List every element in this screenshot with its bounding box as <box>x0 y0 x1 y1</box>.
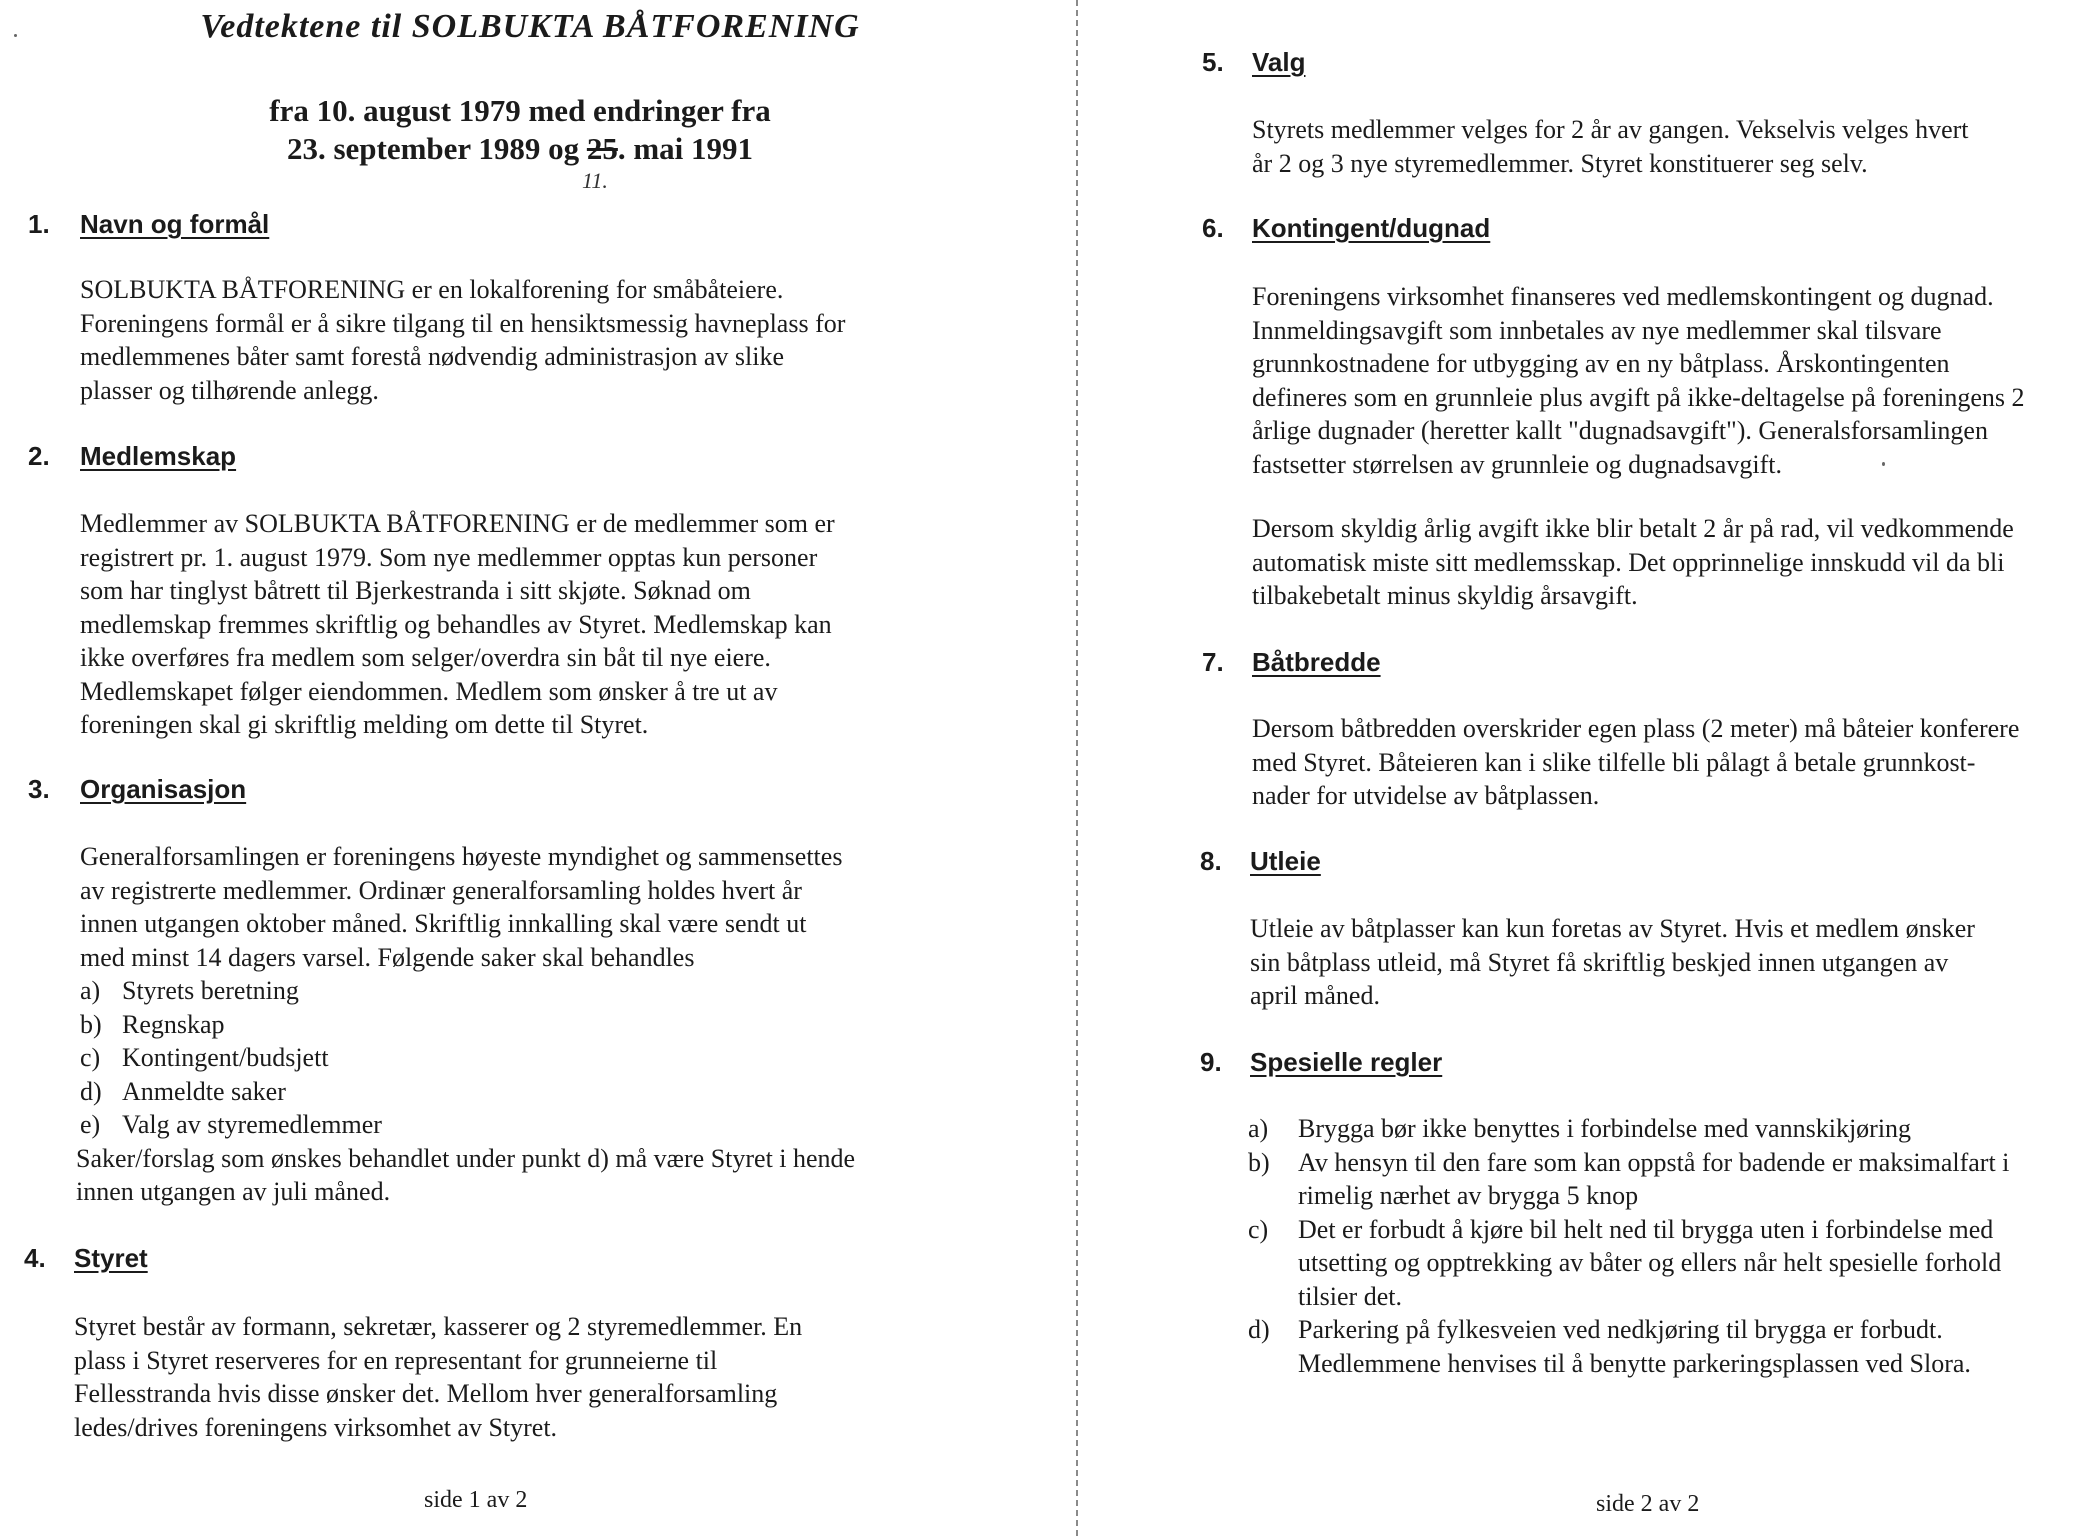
agenda-item <box>80 1041 855 1075</box>
section-body <box>80 507 835 742</box>
item-marker: a) <box>1248 1114 1269 1143</box>
body-line: april måned. <box>1250 981 1380 1010</box>
item-marker: d) <box>1248 1315 1270 1344</box>
section-number: 3. <box>28 774 50 804</box>
item-marker: e) <box>80 1110 101 1139</box>
item-line: Det er forbudt å kjøre bil helt ned til brygga uten i forbindelse med <box>1298 1214 1994 1244</box>
item-marker: b) <box>1248 1147 1270 1177</box>
rule-item <box>1248 1112 2009 1146</box>
agenda-item <box>80 1008 855 1042</box>
section-number: 5. <box>1202 47 1224 77</box>
section-title: Båtbredde <box>1252 647 1381 677</box>
section-number: 9. <box>1200 1047 1222 1077</box>
section-number: 6. <box>1202 213 1224 243</box>
item-text: Kontingent/budsjett <box>122 1043 329 1072</box>
section-body-continued <box>1252 512 2014 613</box>
agenda-item <box>80 1108 855 1142</box>
page-number: side 1 av 2 <box>424 1487 528 1513</box>
body-line: som har tinglyst båtrett til Bjerkestranda i sitt skjøte. Søknad om <box>80 576 751 605</box>
section-title: Utleie <box>1250 846 1321 876</box>
rule-item <box>1248 1313 2009 1380</box>
item-line: rimelig nærhet av brygga 5 knop <box>1298 1181 1639 1210</box>
item-line: Medlemmene henvises til å benytte parkeringsplassen ved Slora. <box>1298 1348 1971 1378</box>
rules-list <box>1248 1112 2009 1380</box>
body-line: sin båtplass utleid, må Styret få skriftlig beskjed innen utgangen av <box>1250 947 1949 977</box>
subtitle-line-1: fra 10. august 1979 med endringer fra <box>269 93 771 128</box>
section-title: Organisasjon <box>80 774 247 804</box>
body-line: Generalforsamlingen er foreningens høyeste myndighet og sammensettes <box>80 842 843 871</box>
section-number: 2. <box>28 441 50 471</box>
body-line: grunnkostnadene for utbygging av en ny båtplass. Årskontingenten <box>1252 349 1950 378</box>
body-line: Foreningens virksomhet finanseres ved medlemskontingent og dugnad. <box>1252 282 1994 311</box>
body-line: ledes/drives foreningens virksomhet av Styret. <box>74 1412 558 1442</box>
section-body <box>74 1310 802 1444</box>
section-title: Navn og formål <box>80 209 270 239</box>
agenda-item <box>80 974 855 1008</box>
subtitle-line-2 <box>150 130 890 168</box>
body-line: Medlemskapet følger eiendommen. Medlem som ønsker å tre ut av <box>80 676 778 706</box>
item-line: Parkering på fylkesveien ved nedkjøring til brygga er forbudt. <box>1298 1315 1943 1344</box>
body-line: av registrerte medlemmer. Ordinær generalforsamling holdes hvert år <box>80 875 802 905</box>
body-line: år 2 og 3 nye styremedlemmer. Styret konstituerer seg selv. <box>1252 148 1868 178</box>
struck-date: 25 <box>586 131 618 166</box>
body-line: Styret består av formann, sekretær, kasserer og 2 styremedlemmer. En <box>74 1312 803 1341</box>
document-title: Vedtektene til SOLBUKTA BÅTFORENING <box>200 8 860 45</box>
section-body <box>80 273 845 407</box>
section-body <box>1252 113 1969 180</box>
body-line: Saker/forslag som ønskes behandlet under punkt d) må være Styret i hende <box>76 1143 856 1173</box>
body-line: Fellesstranda hvis disse ønsker det. Mellom hver generalforsamling <box>74 1379 778 1408</box>
section-body <box>1252 712 2019 813</box>
item-line: tilsier det. <box>1298 1281 1402 1311</box>
body-line: Medlemmer av SOLBUKTA BÅTFORENING er de medlemmer som er <box>80 509 835 538</box>
section-title: Spesielle regler <box>1250 1047 1443 1077</box>
body-line: Dersom skyldig årlig avgift ikke blir betalt 2 år på rad, vil vedkommende <box>1252 514 2014 543</box>
body-line: Foreningens formål er å sikre tilgang til en hensiktsmessig havneplass for <box>80 308 846 338</box>
body-line: innen utgangen av juli måned. <box>76 1177 391 1206</box>
body-line: medlemmenes båter samt forestå nødvendig administrasjon av slike <box>80 342 784 371</box>
body-line: årlige dugnader (heretter kallt "dugnadsavgift"). Generalsforsamlingen <box>1252 416 1988 445</box>
body-line: Dersom båtbredden overskrider egen plass (2 meter) må båteier konferere <box>1252 714 2020 743</box>
subtitle-prefix: 23. september 1989 og <box>286 131 587 166</box>
section-body <box>1250 912 1975 1013</box>
agenda-item <box>80 1075 855 1109</box>
section-title: Kontingent/dugnad <box>1252 213 1491 243</box>
body-line: innen utgangen oktober måned. Skriftlig innkalling skal være sendt ut <box>80 909 807 938</box>
body-line: ikke overføres fra medlem som selger/overdra sin båt til nye eiere. <box>80 643 771 672</box>
item-line: utsetting og opptrekking av båter og ellers når helt spesielle forhold <box>1298 1248 2002 1277</box>
body-line: defineres som en grunnleie plus avgift på ikke-deltagelse på foreningens 2 <box>1252 382 2025 412</box>
body-line: Styrets medlemmer velges for 2 år av gangen. Vekselvis velges hvert <box>1252 115 1969 144</box>
item-marker: c) <box>80 1043 101 1072</box>
body-line: Innmeldingsavgift som innbetales av nye medlemmer skal tilsvare <box>1252 315 1942 345</box>
item-marker: b) <box>80 1009 102 1039</box>
body-line: SOLBUKTA BÅTFORENING er en lokalforening for småbåteiere. <box>80 275 784 304</box>
item-text: Styrets beretning <box>122 976 299 1005</box>
body-line: Utleie av båtplasser kan kun foretas av Styret. Hvis et medlem ønsker <box>1250 914 1975 943</box>
body-line: automatisk miste sitt medlemsskap. Det opprinnelige innskudd vil da bli <box>1252 547 2005 577</box>
page-number: side 2 av 2 <box>1596 1491 1700 1517</box>
item-marker: c) <box>1248 1214 1269 1244</box>
item-line: Brygga bør ikke benyttes i forbindelse med vannskikjøring <box>1298 1114 1912 1143</box>
section-number: 4. <box>24 1243 46 1273</box>
subtitle-suffix: . mai 1991 <box>617 131 754 166</box>
body-line: plasser og tilhørende anlegg. <box>80 375 379 405</box>
section-number: 8. <box>1200 846 1222 876</box>
rule-item <box>1248 1213 2009 1314</box>
section-title: Valg <box>1252 47 1306 77</box>
rule-item <box>1248 1146 2009 1213</box>
item-marker: a) <box>80 976 101 1005</box>
body-line: med Styret. Båteieren kan i slike tilfelle bli pålagt å betale grunnkost- <box>1252 747 1976 777</box>
body-line: plass i Styret reserveres for en representant for grunneierne til <box>74 1345 718 1375</box>
body-line: foreningen skal gi skriftlig melding om dette til Styret. <box>80 710 649 739</box>
section-number: 7. <box>1202 647 1224 677</box>
body-line: fastsetter størrelsen av grunnleie og dugnadsavgift. <box>1252 449 1782 479</box>
section-title: Medlemskap <box>80 441 237 471</box>
body-line: registrert pr. 1. august 1979. Som nye medlemmer opptas kun personer <box>80 542 818 572</box>
section-body <box>76 840 856 1209</box>
handwritten-correction: 11. <box>582 168 608 193</box>
body-line: nader for utvidelse av båtplassen. <box>1252 781 1600 810</box>
page-2 <box>1078 0 2099 1536</box>
item-text: Regnskap <box>122 1009 225 1039</box>
section-number: 1. <box>28 209 50 239</box>
item-marker: d) <box>80 1076 102 1106</box>
item-text: Anmeldte saker <box>122 1076 286 1106</box>
document-subtitle <box>150 92 890 168</box>
item-line: Av hensyn til den fare som kan oppstå for badende er maksimalfart i <box>1298 1147 2010 1177</box>
body-line: med minst 14 dagers varsel. Følgende saker skal behandles <box>80 942 695 972</box>
section-body <box>1252 280 2025 481</box>
item-text: Valg av styremedlemmer <box>122 1110 382 1139</box>
body-line: medlemskap fremmes skriftlig og behandles av Styret. Medlemskap kan <box>80 609 832 639</box>
body-line: tilbakebetalt minus skyldig årsavgift. <box>1252 581 1638 610</box>
section-title: Styret <box>74 1243 148 1273</box>
